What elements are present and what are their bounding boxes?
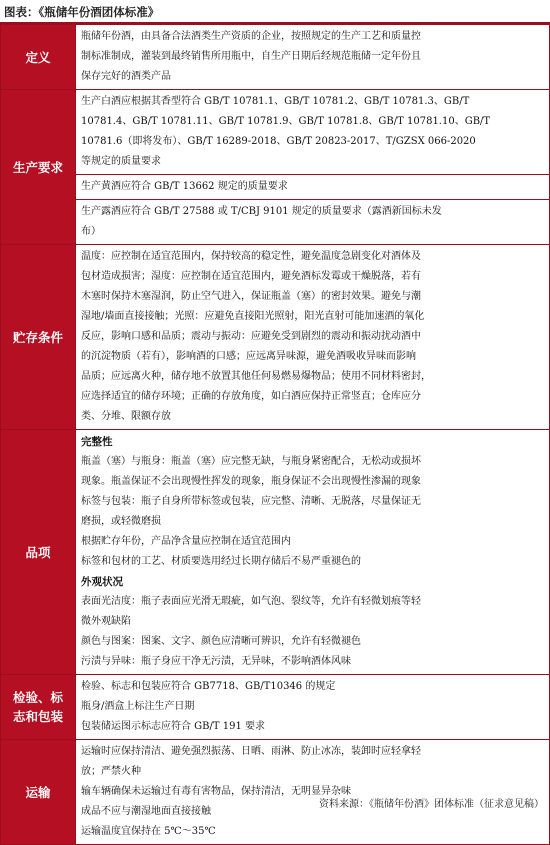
text-line: 输车辆确保未运输过有毒有害物品，保持清洁，无明显异杂味 [81,786,351,797]
content-storage [76,245,550,430]
figure-caption: 图表：《瓶储年份酒团体标准》 [4,5,160,19]
content-production-huangjiu [76,175,550,200]
text-line: 木塞时保持木塞湿润，防止空气进入，保证瓶盖（塞）的密封效果。避免与潮 [81,291,421,302]
text-line: 生产露酒应符合 GB/T 27588 或 T/CBJ 9101 规定的质量要求（露酒新国标未发 [81,206,442,217]
label-storage: 贮存条件 [1,245,76,430]
row-definition [1,25,550,90]
text-line: 标签和包材的工艺、材质要选用经过长期存储后不易严重褪色的 [81,556,361,567]
text-line: 应选择适宜的储存环境；正确的存放角度，如白酒应保持正常竖直；仓库应分 [81,391,421,402]
text-line: 反应，影响口感和品质；震动与振动：应避免受到剧烈的震动和振动扰动酒中 [81,331,421,342]
content-production-baijiu [76,90,550,175]
text-line: 微外观缺陷 [81,616,131,627]
label-inspection-line1: 检验、标 [12,690,63,705]
row-production-huangjiu [1,175,550,200]
text-line: 等规定的质量要求 [81,156,161,167]
label-quality: 品项 [1,430,76,675]
text-line: 根据贮存年份，产品净含量应控制在适宜范围内 [81,536,291,547]
text-line: 的沉淀物质（若有），影响酒的口感；应远离异味源，避免酒吸收异味而影响 [81,351,416,362]
content-production-lujiu [76,200,550,245]
label-definition: 定义 [1,25,76,90]
label-inspection [1,675,76,740]
row-inspection [1,675,550,740]
text-line: 瓶身/酒盒上标注生产日期 [81,701,195,712]
text-line: 布） [81,226,101,237]
subheading-integrity: 完整性 [81,436,113,448]
text-line: 放；严禁火种 [81,766,141,777]
content-quality [76,430,550,675]
text-line: 标签与包装：瓶子自身所带标签或包装，应完整、清晰、无脱落，尽量保证无 [81,496,421,507]
label-transport: 运输 [1,740,76,845]
content-transport [76,740,550,845]
text-line: 生产黄酒应符合 GB/T 13662 规定的质量要求 [81,181,288,192]
text-line: 包装储运图示标志应符合 GB/T 191 要求 [81,721,265,732]
text-line: 检验、标志和包装应符合 GB7718、GB/T10346 的规定 [81,681,336,692]
text-line: 磨损，或轻微磨损 [81,516,161,527]
text-line: 成品不应与潮湿地面直接接触 [81,806,211,817]
text-line: 生产白酒应根据其香型符合 GB/T 10781.1、GB/T 10781.2、GB/T 10781.3、GB/T [81,96,470,107]
text-line: 制标准制成，灌装到最终销售所用瓶中，自生产日期后经规范瓶储一定年份且 [81,51,421,62]
text-line: 10781.6（即将发布）、GB/T 16289-2018、GB/T 20823-2017、T/GZSX 066-2020 [81,136,476,147]
text-line: 运输温度宜保持在 5℃～35℃ [81,826,216,837]
text-line: 10781.4、GB/T 10781.11、GB/T 10781.9、GB/T 10781.8、GB/T 10781.10、GB/T [81,116,491,127]
text-line: 污渍与异味：瓶子身应干净无污渍，无异味，不影响酒体风味 [81,656,351,667]
text-line: 包材造成损害；湿度：应控制在适宜范围内，避免酒标发霉或干燥脱落，若有 [81,271,421,282]
text-line: 颜色与图案：图案、文字、颜色应清晰可辨识，允许有轻微褪色 [81,636,361,647]
text-line: 现象。瓶盖保证不会出现慢性挥发的现象，瓶身保证不会出现慢性渗漏的现象 [81,476,421,487]
text-line: 湿地/墙面直接接触；光照：应避免直接阳光照射，阳光直射可能加速酒的氧化 [81,311,425,322]
content-inspection [76,675,550,740]
text-line: 表面光洁度：瓶子表面应光滑无瑕疵，如气泡、裂纹等，允许有轻微划痕等轻 [81,596,421,607]
content-definition [76,25,550,90]
text-line: 品质；应远离火种，储存地不放置其他任何易燃易爆物品；使用不同材料密封， [81,371,431,382]
text-line: 瓶储年份酒，由具备合法酒类生产资质的企业，按照规定的生产工艺和质量控 [81,31,421,42]
label-production: 生产要求 [1,90,76,245]
row-quality [1,430,550,675]
row-storage [1,245,550,430]
text-line: 运输时应保持清洁、避免强烈振荡、日晒、雨淋、防止冰冻，装卸时应轻拿轻 [81,746,421,757]
row-production-baijiu [1,90,550,175]
text-line: 瓶盖（塞）与瓶身：瓶盖（塞）应完整无缺，与瓶身紧密配合，无松动或损坏 [81,456,421,467]
text-line: 保存完好的酒类产品 [81,71,171,82]
standard-table [0,24,550,845]
row-transport [1,740,550,845]
row-production-lujiu [1,200,550,245]
source-note: 资料来源：《瓶储年份酒》团体标准（征求意见稿） [319,799,544,810]
text-line: 温度：应控制在适宜范围内，保持较高的稳定性，避免温度急剧变化对酒体及 [81,251,421,262]
text-line: 类、分堆、限额存放 [81,411,171,422]
subheading-appearance: 外观状况 [81,576,123,588]
label-inspection-line2: 志和包装 [12,709,63,724]
